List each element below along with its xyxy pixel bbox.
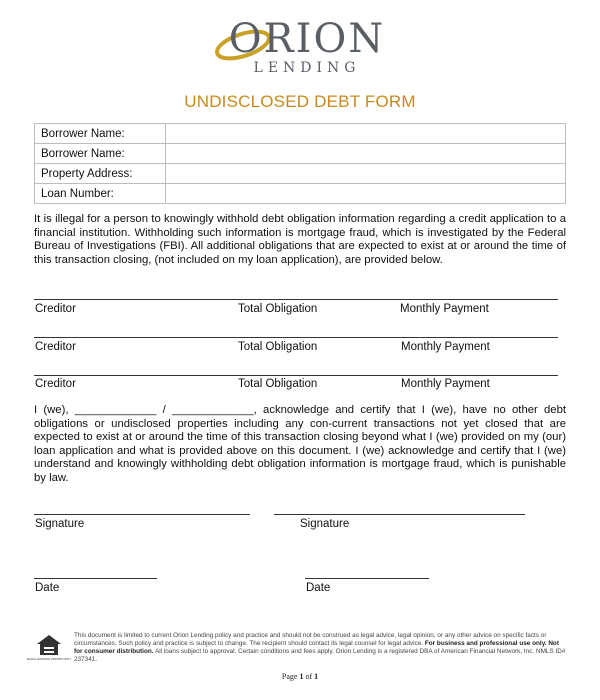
- borrower-name-field-1[interactable]: [166, 124, 566, 144]
- page-prefix: Page: [281, 672, 300, 681]
- eho-caption: EQUAL HOUSING OPPORTUNITY: [26, 657, 72, 661]
- page-current: 1: [299, 672, 304, 681]
- field-label: Loan Number:: [35, 184, 166, 204]
- table-row: [35, 124, 566, 144]
- date-line-1[interactable]: [34, 578, 157, 579]
- monthly-payment-label: Monthly Payment: [401, 341, 490, 353]
- signature-label: Signature: [300, 518, 350, 530]
- signature-label: Signature: [35, 518, 85, 530]
- table-row: [35, 144, 566, 164]
- signature-line-1[interactable]: [34, 514, 250, 515]
- disclaimer-bold-text: For business and professional use only. Not for consumer distribution.: [74, 640, 559, 655]
- table-row: [35, 184, 566, 204]
- creditor-label: Creditor: [35, 341, 76, 353]
- debt-entry-line-3[interactable]: [34, 375, 558, 376]
- loan-number-field[interactable]: [166, 184, 566, 204]
- disclaimer-text-end: All loans subject to approval. Certain conditions and fees apply. Orion Lending is a registered DBA of American Financial Network, Inc. NMLS ID# 237341.: [74, 648, 566, 663]
- borrower-info-table: [34, 123, 566, 204]
- intro-paragraph: It is illegal for a person to knowingly withhold debt obligation information regarding a credit application to a financial institution. Withholding such information is mortgage fraud, which is investigated by the Federal Bureau of Investigations (FBI). All additional obligations that are expected to exist at or around the time of this transaction closing, (not included on my loan application), are provided below.: [34, 213, 566, 266]
- field-label: Borrower Name:: [35, 124, 166, 144]
- page-of: of: [303, 672, 315, 681]
- borrower-name-field-2[interactable]: [166, 144, 566, 164]
- debt-entry-line-1[interactable]: [34, 299, 558, 300]
- logo-subtitle: LENDING: [253, 60, 361, 76]
- company-logo: [0, 10, 600, 80]
- monthly-payment-label: Monthly Payment: [401, 378, 490, 390]
- disclaimer-text: This document is limited to current Orion Lending policy and practice and should not be construed as legal advice, legal opinion, or any other advice on specific facts or circumstances. Such policy and practice is subject to change. The recipient should contact its legal counsel for legal advice.: [74, 632, 547, 647]
- total-obligation-label: Total Obligation: [238, 378, 318, 390]
- footer-disclaimer: [74, 632, 566, 664]
- property-address-field[interactable]: [166, 164, 566, 184]
- page-number: [0, 672, 600, 681]
- date-label: Date: [35, 582, 60, 594]
- signature-line-2[interactable]: [274, 514, 525, 515]
- total-obligation-label: Total Obligation: [238, 341, 318, 353]
- total-obligation-label: Total Obligation: [238, 303, 318, 315]
- debt-entry-line-2[interactable]: [34, 337, 558, 338]
- page-total: 1: [314, 672, 319, 681]
- field-label: Property Address:: [35, 164, 166, 184]
- page-title: UNDISCLOSED DEBT FORM: [184, 92, 416, 111]
- equal-housing-icon: [26, 633, 72, 663]
- creditor-label: Creditor: [35, 378, 76, 390]
- date-label: Date: [306, 582, 331, 594]
- certification-paragraph: I (we), _____________ / _____________, acknowledge and certify that I (we), have no other debt obligations or undisclosed properties including any con-current transactions not yet closed that are expected to exist at or around the time of this transaction closing beyond what I (we) provided on my (our) loan application and what is provided above on this document. I (we) acknowledge and certify that I (we) understand and knowingly withholding debt obligation information is mortgage fraud, which is punishable by law.: [34, 404, 566, 484]
- monthly-payment-label: Monthly Payment: [400, 303, 489, 315]
- logo-wordmark: ORION: [228, 16, 386, 62]
- field-label: Borrower Name:: [35, 144, 166, 164]
- date-line-2[interactable]: [305, 578, 429, 579]
- creditor-label: Creditor: [35, 303, 76, 315]
- table-row: [35, 164, 566, 184]
